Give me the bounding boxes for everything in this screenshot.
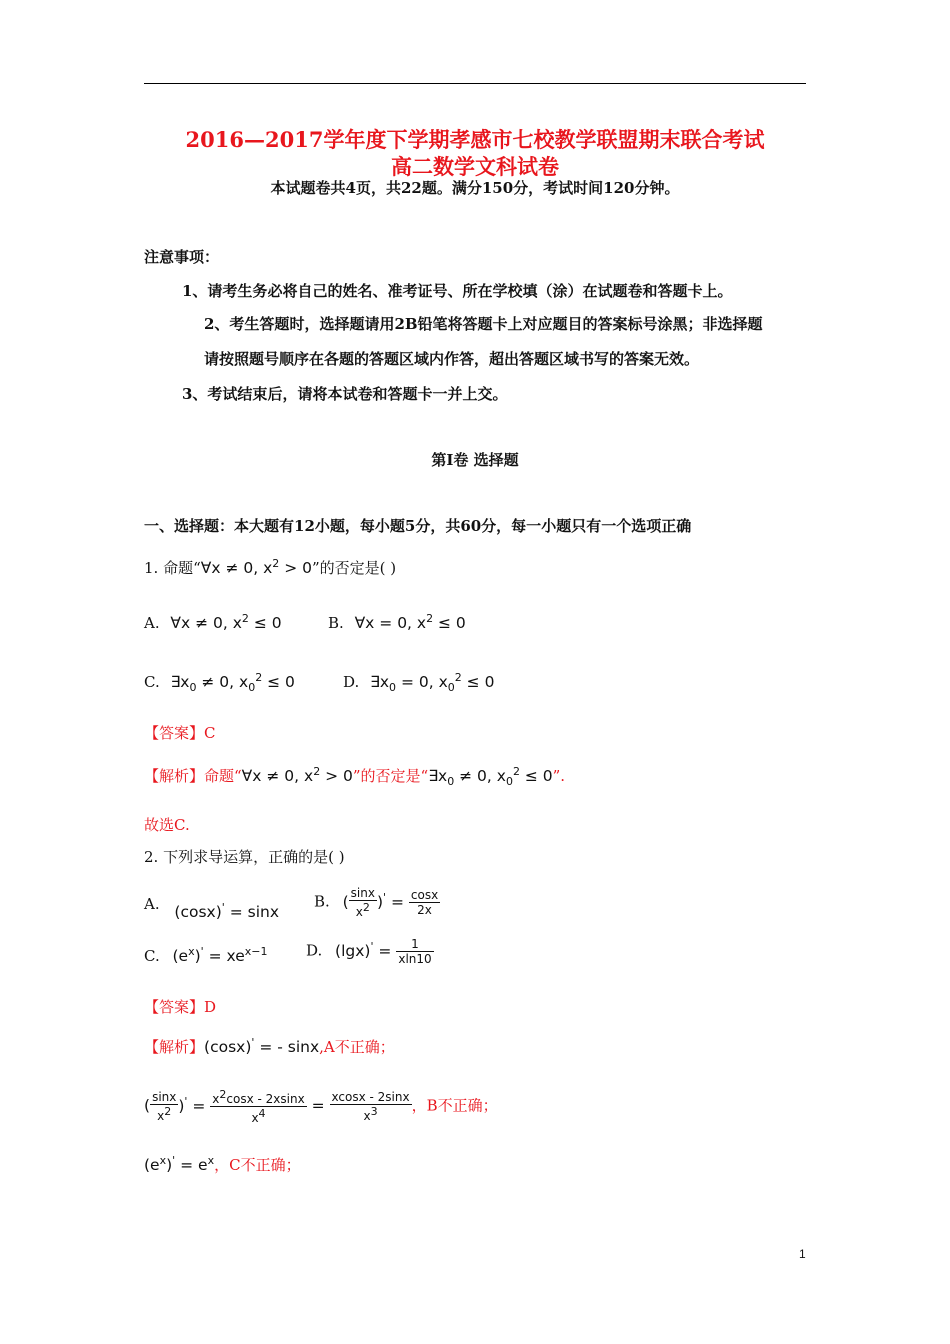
- q2-option-c: C. $(e^x)' = xe^{x-1}$: [144, 945, 268, 966]
- q1-analysis: 【解析】命题“∀x ≠ 0, $x^2 > 0$”的否定是“$\exists x_0 \ne 0$, $x_0^2 \le 0$”.: [144, 765, 566, 789]
- q2-analysis-b: ( $\frac{\sin x}{x^2}$ )' = $\frac{x^2\cos x - 2xsinx}{x^4}$ = $\frac{xcosx - 2\sin x}{x^3}$ ，B不正确；: [144, 1088, 498, 1125]
- section-instruction: 一、选择题：本大题有12小题，每小题5分，共60分，每一小题只有一个选项正确: [144, 517, 692, 535]
- notes-item-2: 2、考生答题时，选择题请用2B铅笔将答题卡上对应题目的答案标号涂黑；非选择题: [204, 315, 763, 333]
- q1-prefix: 1. 命题“: [144, 559, 201, 578]
- notes-item-1: 1、请考生务必将自己的姓名、准考证号、所在学校填（涂）在试题卷和答题卡上。: [182, 282, 733, 300]
- q1-stem-math: ∀x ≠ 0, $x^2 > 0$: [200, 557, 312, 578]
- q1-option-c: C. $\exists x_0 \ne 0$, $x_0^2 \le 0$: [144, 671, 295, 695]
- q1-option-a: A. ∀x ≠ 0, $x^2 \le 0$: [144, 612, 282, 633]
- q1-stem: [144, 557, 396, 578]
- q1-option-b: B. ∀x = 0, $x^2 \le 0$: [328, 612, 466, 633]
- q2-analysis-a: 【解析】(cosx)' = - sinx,A不正确；: [144, 1036, 395, 1057]
- q2-stem: 2. 下列求导运算，正确的是( ): [144, 848, 345, 866]
- q2-analysis-c: $(e^x)' = e^x$，C不正确；: [144, 1154, 301, 1175]
- q2-option-b: B. ( $\frac{\sin x}{x^2}$ )' = $\frac{\cos x}{2x}$: [314, 886, 439, 919]
- q2-answer: 【答案】D: [144, 998, 217, 1016]
- exam-subtitle: 本试题卷共4页，共22题。满分150分，考试时间120分钟。: [270, 179, 680, 197]
- q2-option-a: A. (cosx)' = sinx: [144, 895, 280, 922]
- q1-conclusion: 故选C.: [144, 816, 190, 834]
- page-number: 1: [799, 1247, 806, 1261]
- q1-option-d: D. $\exists x_0 = 0$, $x_0^2 \le 0$: [343, 671, 495, 695]
- exam-title: 2016—2017学年度下学期孝感市七校教学联盟期末联合考试: [185, 127, 765, 152]
- exam-subject-title: 高二数学文科试卷: [391, 154, 559, 179]
- header-rule: [144, 83, 806, 84]
- q1-answer: 【答案】C: [144, 724, 216, 742]
- q2-option-d: D. (lgx)' = $\frac{1}{xln10}$: [306, 937, 432, 966]
- section-heading: 第I卷 选择题: [431, 451, 519, 469]
- notes-heading: 注意事项：: [144, 248, 220, 266]
- q1-suffix: ”的否定是( ): [311, 559, 397, 578]
- notes-item-2-cont: 请按照题号顺序在各题的答题区域内作答，超出答题区域书写的答案无效。: [204, 350, 700, 368]
- notes-item-3: 3、考试结束后，请将本试卷和答题卡一并上交。: [182, 385, 508, 403]
